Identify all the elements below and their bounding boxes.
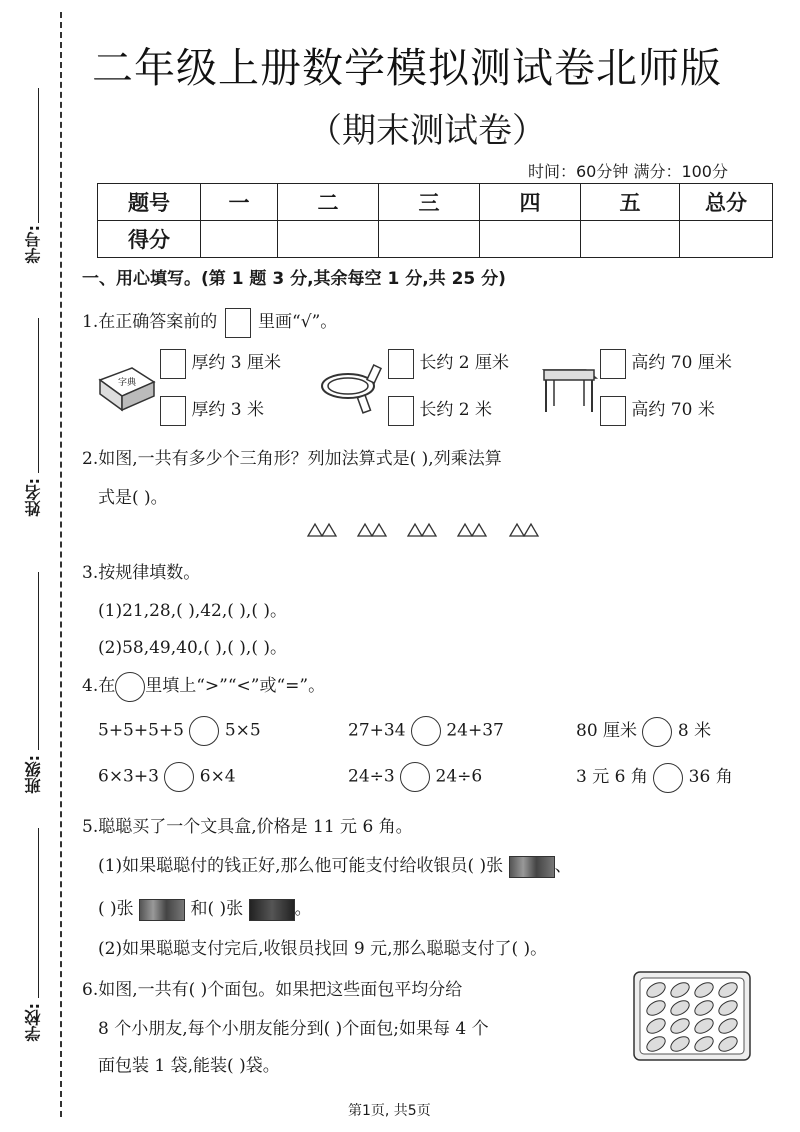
left-expr: 27+34 [348, 720, 406, 741]
score-cell[interactable] [201, 221, 278, 258]
left-expr: 24÷3 [348, 766, 395, 787]
answer-circle[interactable] [653, 763, 683, 793]
jump-rope-icon [312, 360, 384, 418]
score-cell[interactable] [680, 221, 773, 258]
name-label: 姓名: [24, 478, 43, 517]
right-expr: 5×5 [224, 720, 261, 741]
right-expr: 8 米 [677, 721, 712, 741]
score-header: 二 [278, 184, 379, 221]
compare-item [576, 762, 733, 793]
dictionary-book-icon [96, 360, 158, 414]
q3-line1: (1)21,28,( ),42,( ),( )。 [98, 601, 288, 621]
q5-line1 [98, 851, 572, 878]
answer-circle[interactable] [164, 762, 194, 792]
score-header: 三 [379, 184, 480, 221]
banknote-1-jiao-icon [249, 899, 295, 921]
score-header-row [98, 184, 773, 221]
score-header: 五 [581, 184, 680, 221]
q5-line3: (2)如果聪聪支付完后,收银员找回 9 元,那么聪聪支付了( )。 [98, 939, 548, 959]
q2-line1: 2.如图,一共有多少个三角形？列加法算式是( ),列乘法算 [82, 449, 502, 469]
option-checkbox[interactable] [600, 396, 626, 426]
q5-line2 [98, 894, 312, 921]
score-table [97, 183, 773, 258]
answer-circle[interactable] [189, 716, 219, 746]
q1-prefix: 1.在正确答案前的 [82, 312, 218, 332]
option-text: 高约 70 米 [631, 400, 715, 420]
compare-item [348, 762, 482, 792]
bread-tray-figure [632, 970, 752, 1062]
q2-line2: 式是( )。 [98, 488, 168, 508]
right-expr: 24÷6 [435, 766, 483, 787]
q5-part2-text: ( )张 [98, 899, 134, 919]
answer-box-icon [225, 308, 251, 338]
score-header: 四 [480, 184, 581, 221]
option-checkbox[interactable] [388, 349, 414, 379]
option-checkbox[interactable] [600, 349, 626, 379]
student-id-label: 学号: [24, 225, 43, 264]
compare-item [348, 716, 504, 746]
q3-line2: (2)58,49,40,( ),( ),( )。 [98, 638, 288, 658]
left-expr: 6×3+3 [98, 766, 159, 787]
option-checkbox[interactable] [160, 396, 186, 426]
compare-item [98, 716, 261, 746]
option-checkbox[interactable] [388, 396, 414, 426]
option-text: 厚约 3 厘米 [191, 353, 282, 373]
left-expr: 3 元 6 角 [576, 767, 648, 787]
q5-part1-text: (1)如果聪聪付的钱正好,那么他可能支付给收银员( )张 [98, 856, 504, 876]
triangles-figure [306, 520, 546, 540]
q4-suffix: 里填上“>”“<”或“=”。 [145, 676, 326, 696]
answer-circle[interactable] [411, 716, 441, 746]
section-heading: 一、用心填写。(第 1 题 3 分,其余每空 1 分,共 25 分) [82, 269, 506, 289]
school-label: 学校: [24, 1003, 43, 1042]
page-title: 二年级上册数学模拟测试卷北师版 [92, 44, 722, 92]
compare-item [98, 762, 236, 792]
banknote-1-yuan-icon [139, 899, 185, 921]
left-expr: 5+5+5+5 [98, 720, 184, 741]
book-label: 字典 [118, 378, 137, 388]
option-text: 厚约 3 米 [191, 400, 265, 420]
q4-prefix: 4.在 [82, 676, 116, 696]
compare-circle-icon [115, 672, 145, 702]
q6-line2: 8 个小朋友,每个小朋友能分到( )个面包;如果每 4 个 [98, 1019, 489, 1039]
left-expr: 80 厘米 [576, 721, 638, 741]
question-4 [82, 671, 325, 702]
answer-circle[interactable] [400, 762, 430, 792]
right-expr: 36 角 [688, 767, 733, 787]
option-text: 长约 2 米 [419, 400, 493, 420]
student-id-line [38, 88, 39, 223]
score-cell[interactable] [278, 221, 379, 258]
q6-line1: 6.如图,一共有( )个面包。如果把这些面包平均分给 [82, 980, 463, 1000]
question-1 [82, 307, 337, 338]
q5-part1-end: 、 [554, 856, 572, 876]
score-cell[interactable] [480, 221, 581, 258]
exam-meta: 时间：60分钟 满分：100分 [528, 162, 728, 181]
answer-circle[interactable] [642, 717, 672, 747]
q5-part2-end: 。 [294, 899, 312, 919]
option-checkbox[interactable] [160, 349, 186, 379]
score-row [98, 221, 773, 258]
score-header: 总分 [680, 184, 773, 221]
binding-dashed-line [60, 12, 62, 1117]
name-line [38, 318, 39, 473]
right-expr: 24+37 [446, 720, 504, 741]
score-cell[interactable] [581, 221, 680, 258]
score-cell[interactable] [379, 221, 480, 258]
q5-part2-text: 和( )张 [190, 899, 244, 919]
score-header: 一 [201, 184, 278, 221]
class-line [38, 572, 39, 750]
table-icon [540, 360, 600, 414]
school-line [38, 828, 39, 998]
compare-item [576, 716, 711, 747]
option-text: 长约 2 厘米 [419, 353, 510, 373]
option-text: 高约 70 厘米 [631, 353, 732, 373]
page-footer: 第1页, 共5页 [348, 1103, 431, 1119]
banknote-10-yuan-icon [509, 856, 555, 878]
score-header: 题号 [98, 184, 201, 221]
q6-line3: 面包装 1 袋,能装( )袋。 [98, 1056, 280, 1076]
q3-title: 3.按规律填数。 [82, 563, 201, 583]
page-subtitle: （期末测试卷） [308, 111, 546, 151]
right-expr: 6×4 [199, 766, 236, 787]
q5-title: 5.聪聪买了一个文具盒,价格是 11 元 6 角。 [82, 817, 413, 837]
score-row-label: 得分 [98, 221, 201, 258]
class-label: 班级: [24, 755, 43, 794]
q1-suffix: 里画“√”。 [258, 312, 338, 332]
